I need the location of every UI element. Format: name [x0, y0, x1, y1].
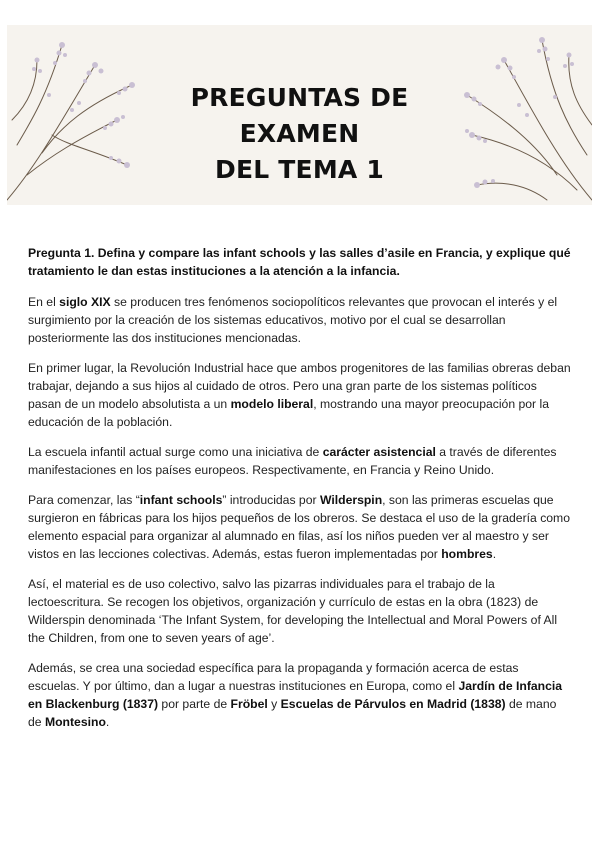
bold-run: siglo XIX: [59, 295, 111, 309]
paragraph-2: [28, 359, 572, 431]
paragraph-5: Así, el material es de uso colectivo, salvo las pizarras individuales para el trabajo de la lectoescritura. Se recogen los objetivos, organización y currículo de estas en la obra (1823) de Wilderspin denominada ‘The Infant System, for developing the Intellectual and Moral Powers of All the Children, from one to seven years of age’.: [28, 577, 558, 645]
text-run: En el: [28, 295, 60, 309]
question-heading: [28, 244, 572, 280]
header-banner: [7, 25, 592, 205]
document-body: [28, 244, 572, 743]
title-line-2: DEL TEMA 1: [215, 155, 384, 184]
text-run: La escuela infantil actual surge como una iniciativa de: [28, 445, 323, 459]
bold-run: carácter asistencial: [322, 445, 436, 459]
paragraph-3: [28, 443, 572, 479]
title-line-1: PREGUNTAS DE EXAMEN: [190, 83, 409, 148]
bold-run: Escuelas de Párvulos en Madrid (1838): [280, 697, 506, 711]
text-run: de mano de: [28, 697, 557, 729]
paragraph-6: [28, 659, 572, 731]
bold-run: infant schools: [139, 493, 223, 507]
text-run: Para comenzar, las “: [28, 493, 140, 507]
text-run: y: [267, 697, 281, 711]
bold-run: Montesino: [44, 715, 106, 729]
text-run: a través de diferentes manifestaciones en los países europeos. Respectivamente, en Francia y Reino Unido.: [28, 445, 557, 477]
text-run: se producen tres fenómenos sociopolíticos relevantes que provocan el interés y el surgimiento por la creación de los sistemas educativos, motivo por el cual se desarrollan posteriormente las dos instituciones mencionadas.: [28, 295, 558, 345]
bold-run: hombres: [441, 547, 493, 561]
paragraph-4: [28, 491, 572, 563]
floral-branch-right-icon: [457, 25, 592, 205]
page-left-margin: [0, 0, 7, 848]
bold-run: Fröbel: [230, 697, 268, 711]
text-run: , mostrando una mayor preocupación por la educación de la población.: [28, 397, 549, 429]
text-run: ” introducidas por: [222, 493, 320, 507]
floral-branch-left-icon: [7, 25, 142, 205]
text-run: , son las primeras escuelas que surgieron en fábricas para los hijos pequeños de los obreros. Se destaca el uso de la gradería como elemento espacial para organizar al alumnado en filas, así los niños pueden ver al maestro y ser vistos en las lecciones colectivas. Además, estas fueron implementadas por: [28, 493, 570, 561]
text-run: .: [105, 715, 110, 729]
question-text: Pregunta 1. Defina y compare las infant schools y las salles d’asile en Francia, y explique qué tratamiento le dan estas instituciones a la atención a la infancia.: [28, 246, 571, 278]
paragraph-1: [28, 293, 572, 347]
text-run: Además, se crea una sociedad específica para la propaganda y formación acerca de estas escuelas. Y por último, dan a lugar a nuestras instituciones en Europa, como el: [28, 661, 519, 693]
page-title: [127, 80, 472, 188]
bold-run: Jardín de Infancia en Blackenburg (1837): [28, 679, 563, 711]
bold-run: Wilderspin: [319, 493, 383, 507]
text-run: .: [492, 547, 497, 561]
text-run: por parte de: [158, 697, 231, 711]
text-run: En primer lugar, la Revolución Industrial hace que ambos progenitores de las familias obreras deban trabajar, dejando a sus hijos al cuidado de otros. Pero una gran parte de los sistemas políticos pasan de un modelo absolutista a un: [28, 361, 571, 411]
bold-run: modelo liberal: [230, 397, 314, 411]
page-right-margin: [592, 0, 600, 848]
